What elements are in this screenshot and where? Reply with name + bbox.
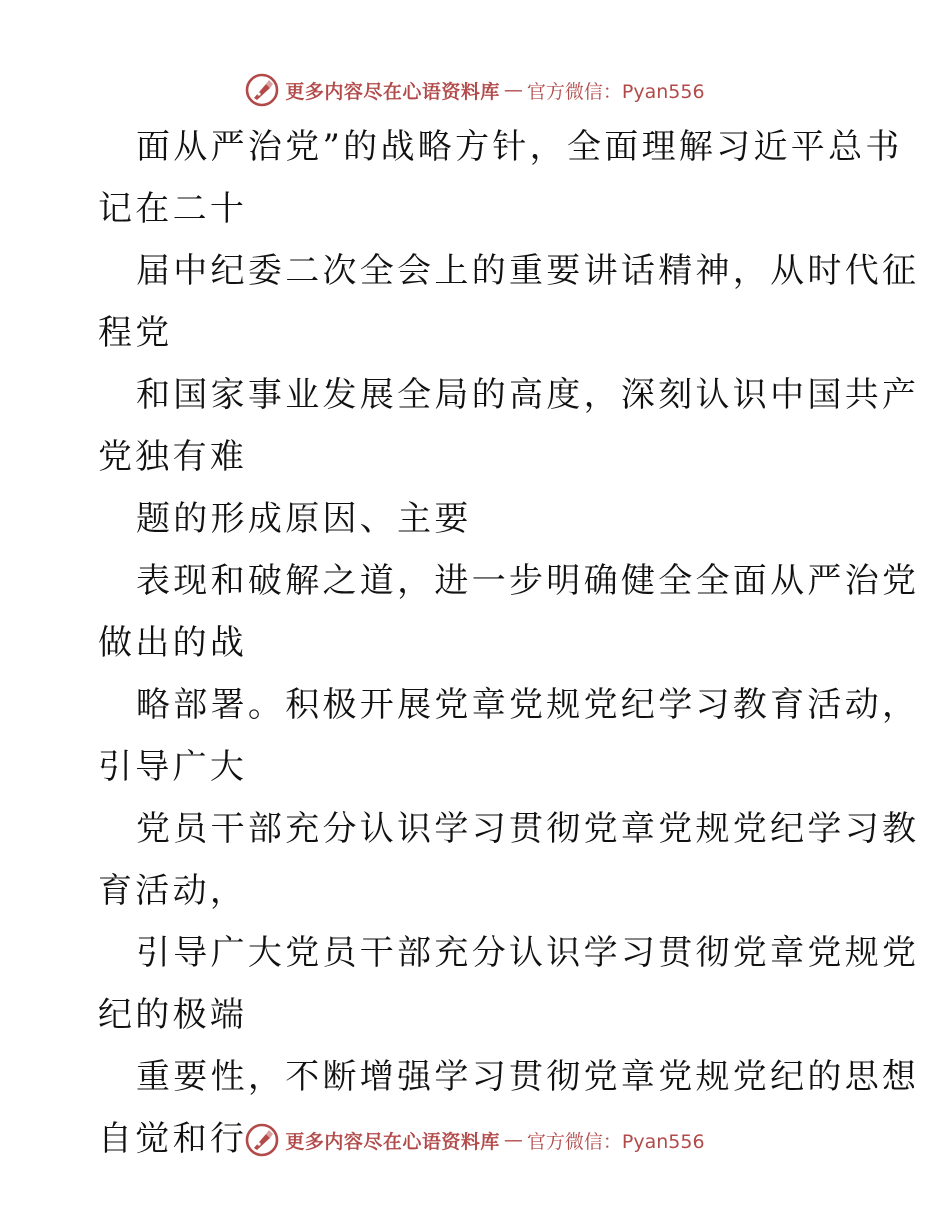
banner-text: 更多内容尽在心语资料库 — [285, 1130, 500, 1153]
text-line: 党员干部充分认识学习贯彻党章党规党纪学习教 — [136, 809, 920, 849]
footer-banner — [0, 1120, 950, 1160]
pen-nib-logo-icon — [245, 1123, 279, 1157]
text-line: 引导广大党员干部充分认识学习贯彻党章党规党 — [136, 933, 920, 973]
text-line: 纪的极端 — [98, 995, 248, 1035]
header-banner — [0, 70, 950, 110]
banner-dash: — — [503, 79, 523, 101]
banner-text: 更多内容尽在心语资料库 — [285, 80, 500, 103]
text-line: 党独有难 — [98, 437, 248, 477]
text-line: 略部署。积极开展党章党规党纪学习教育活动， — [136, 685, 920, 725]
text-line: 做出的战 — [98, 623, 248, 663]
document-body — [98, 116, 920, 1170]
text-line: 引导广大 — [98, 747, 248, 787]
text-line: 面从严治党”的战略方针，全面理解习近平总书 — [136, 127, 903, 167]
text-line: 届中纪委二次全会上的重要讲话精神，从时代征 — [136, 251, 920, 291]
text-line: 自觉和行 — [98, 1119, 248, 1159]
text-line: 记在二十 — [98, 189, 248, 229]
text-line: 题的形成原因、主要 — [136, 499, 472, 539]
text-line: 和国家事业发展全局的高度，深刻认识中国共产 — [136, 375, 920, 415]
banner-contact: 官方微信：Pyan556 — [526, 80, 705, 103]
text-line: 程党 — [98, 313, 173, 353]
banner-contact: 官方微信：Pyan556 — [526, 1130, 705, 1153]
text-line: 表现和破解之道，进一步明确健全全面从严治党 — [136, 561, 920, 601]
text-line: 育活动， — [98, 871, 248, 911]
pen-nib-logo-icon — [245, 73, 279, 107]
text-line: 重要性，不断增强学习贯彻党章党规党纪的思想 — [136, 1057, 920, 1097]
banner-dash: — — [503, 1129, 523, 1151]
